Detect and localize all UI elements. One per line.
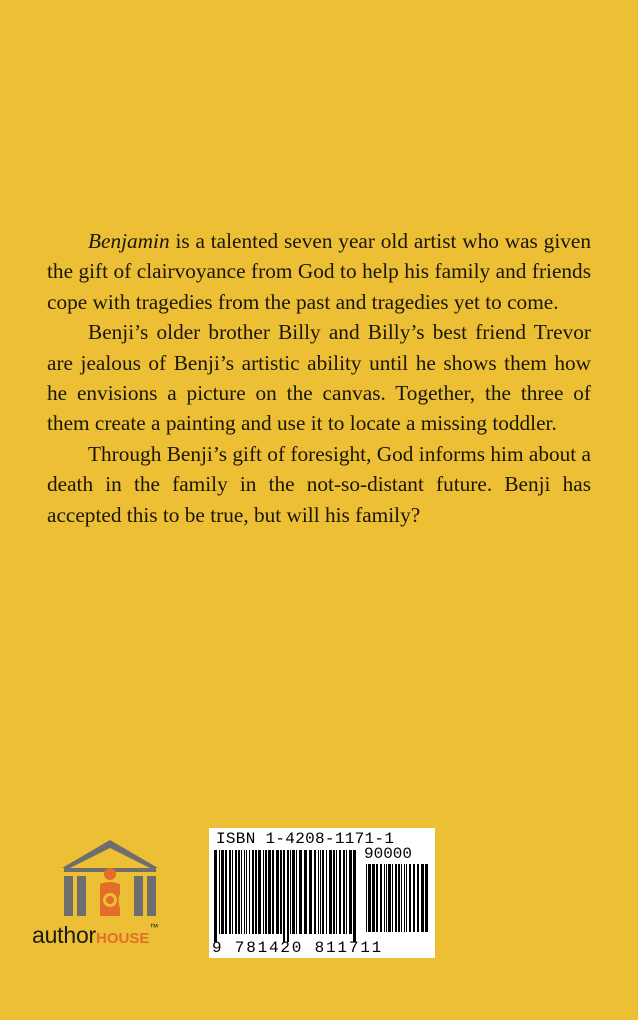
book-title-italic: Benjamin: [88, 229, 170, 253]
house-with-person-icon: [60, 838, 160, 920]
ean-number: 9 781420 811711: [212, 939, 384, 957]
price-code: 90000: [364, 845, 413, 863]
publisher-wordmark: [32, 922, 158, 949]
addon-bars: [366, 864, 428, 940]
blurb-paragraph-1-text: is a talented seven year old artist who was given the gift of clairvoyance from God to help his family and friends cope with tragedies from the past and tragedies yet to come.: [47, 229, 591, 314]
ean-bars: [214, 850, 356, 942]
isbn-number: ISBN 1-4208-1171-1: [216, 830, 395, 848]
wordmark-author: author: [32, 922, 97, 948]
blurb-paragraph-3: Through Benji’s gift of foresight, God informs him about a death in the family in the not-so-distant future. Benji has accepted this to be true, but will his family?: [47, 441, 591, 527]
publisher-logo: [32, 838, 202, 958]
wordmark-house: HOUSE: [96, 930, 150, 947]
isbn-barcode: [209, 828, 435, 958]
blurb-paragraph-1: [47, 226, 591, 317]
back-cover-blurb: [47, 226, 591, 530]
trademark-symbol: ™: [149, 922, 159, 932]
blurb-paragraph-2: Benji’s older brother Billy and Billy’s best friend Trevor are jealous of Benji’s artistic ability until he shows them how he envisions a picture on the canvas. Together, the three of them create a painting and use it to locate a missing toddler.: [47, 320, 591, 436]
